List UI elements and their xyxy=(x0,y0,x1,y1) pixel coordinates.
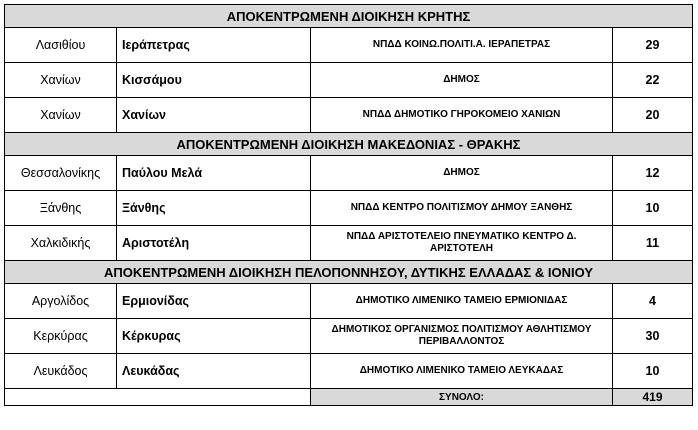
entity-cell: ΝΠΔΔ ΚΕΝΤΡΟ ΠΟΛΙΤΙΣΜΟΥ ΔΗΜΟΥ ΞΑΝΘΗΣ xyxy=(311,191,613,226)
region-cell: Χανίων xyxy=(5,98,117,133)
region-cell: Λευκάδος xyxy=(5,354,117,389)
count-cell: 20 xyxy=(613,98,693,133)
entity-cell: ΝΠΔΔ ΑΡΙΣΤΟΤΕΛΕΙΟ ΠΝΕΥΜΑΤΙΚΟ ΚΕΝΤΡΟ Δ. ΑΡΙΣΤΟΤΕΛΗ xyxy=(311,226,613,261)
table-row xyxy=(5,354,693,389)
table-row xyxy=(5,191,693,226)
entity-cell: ΝΠΔΔ ΚΟΙΝΩ.ΠΟΛΙΤΙ.Α. ΙΕΡΑΠΕΤΡΑΣ xyxy=(311,28,613,63)
table-row xyxy=(5,28,693,63)
entity-cell: ΔΗΜΟΤΙΚΟΣ ΟΡΓΑΝΙΣΜΟΣ ΠΟΛΙΤΙΣΜΟΥ ΑΘΛΗΤΙΣΜΟΥ ΠΕΡΙΒΑΛΛΟΝΤΟΣ xyxy=(311,319,613,354)
municipality-cell: Αριστοτέλη xyxy=(117,226,311,261)
section-title: ΑΠΟΚΕΝΤΡΩΜΕΝΗ ΔΙΟΙΚΗΣΗ ΠΕΛΟΠΟΝΝΗΣΟΥ, ΔΥΤΙΚΗΣ ΕΛΛΑΔΑΣ & ΙΟΝΙΟΥ xyxy=(5,261,693,284)
section-title: ΑΠΟΚΕΝΤΡΩΜΕΝΗ ΔΙΟΙΚΗΣΗ ΚΡΗΤΗΣ xyxy=(5,5,693,28)
region-cell: Χαλκιδικής xyxy=(5,226,117,261)
region-cell: Κερκύρας xyxy=(5,319,117,354)
entity-cell: ΝΠΔΔ ΔΗΜΟΤΙΚΟ ΓΗΡΟΚΟΜΕΙΟ ΧΑΝΙΩΝ xyxy=(311,98,613,133)
count-cell: 11 xyxy=(613,226,693,261)
table-row xyxy=(5,284,693,319)
municipality-cell: Ιεράπετρας xyxy=(117,28,311,63)
count-cell: 30 xyxy=(613,319,693,354)
total-row xyxy=(5,389,693,406)
region-cell: Χανίων xyxy=(5,63,117,98)
count-cell: 10 xyxy=(613,354,693,389)
table-row xyxy=(5,226,693,261)
table-row xyxy=(5,156,693,191)
entity-cell: ΔΗΜΟΣ xyxy=(311,63,613,98)
table-row xyxy=(5,319,693,354)
total-label: ΣΥΝΟΛΟ: xyxy=(311,389,613,406)
section-header-row xyxy=(5,261,693,284)
section-header-row xyxy=(5,5,693,28)
table-row xyxy=(5,63,693,98)
region-cell: Αργολίδος xyxy=(5,284,117,319)
municipality-cell: Χανίων xyxy=(117,98,311,133)
allocation-table xyxy=(4,4,693,406)
region-cell: Ξάνθης xyxy=(5,191,117,226)
municipality-cell: Ερμιονίδας xyxy=(117,284,311,319)
region-cell: Θεσσαλονίκης xyxy=(5,156,117,191)
region-cell: Λασιθίου xyxy=(5,28,117,63)
municipality-cell: Λευκάδας xyxy=(117,354,311,389)
count-cell: 10 xyxy=(613,191,693,226)
count-cell: 29 xyxy=(613,28,693,63)
total-spacer xyxy=(5,389,117,406)
count-cell: 22 xyxy=(613,63,693,98)
municipality-cell: Παύλου Μελά xyxy=(117,156,311,191)
entity-cell: ΔΗΜΟΤΙΚΟ ΛΙΜΕΝΙΚΟ ΤΑΜΕΙΟ ΛΕΥΚΑΔΑΣ xyxy=(311,354,613,389)
entity-cell: ΔΗΜΟΣ xyxy=(311,156,613,191)
table-row xyxy=(5,98,693,133)
municipality-cell: Κισσάμου xyxy=(117,63,311,98)
total-spacer xyxy=(117,389,311,406)
municipality-cell: Κέρκυρας xyxy=(117,319,311,354)
total-value: 419 xyxy=(613,389,693,406)
count-cell: 12 xyxy=(613,156,693,191)
section-title: ΑΠΟΚΕΝΤΡΩΜΕΝΗ ΔΙΟΙΚΗΣΗ ΜΑΚΕΔΟΝΙΑΣ - ΘΡΑΚΗΣ xyxy=(5,133,693,156)
section-header-row xyxy=(5,133,693,156)
count-cell: 4 xyxy=(613,284,693,319)
municipality-cell: Ξάνθης xyxy=(117,191,311,226)
entity-cell: ΔΗΜΟΤΙΚΟ ΛΙΜΕΝΙΚΟ ΤΑΜΕΙΟ ΕΡΜΙΟΝΙΔΑΣ xyxy=(311,284,613,319)
